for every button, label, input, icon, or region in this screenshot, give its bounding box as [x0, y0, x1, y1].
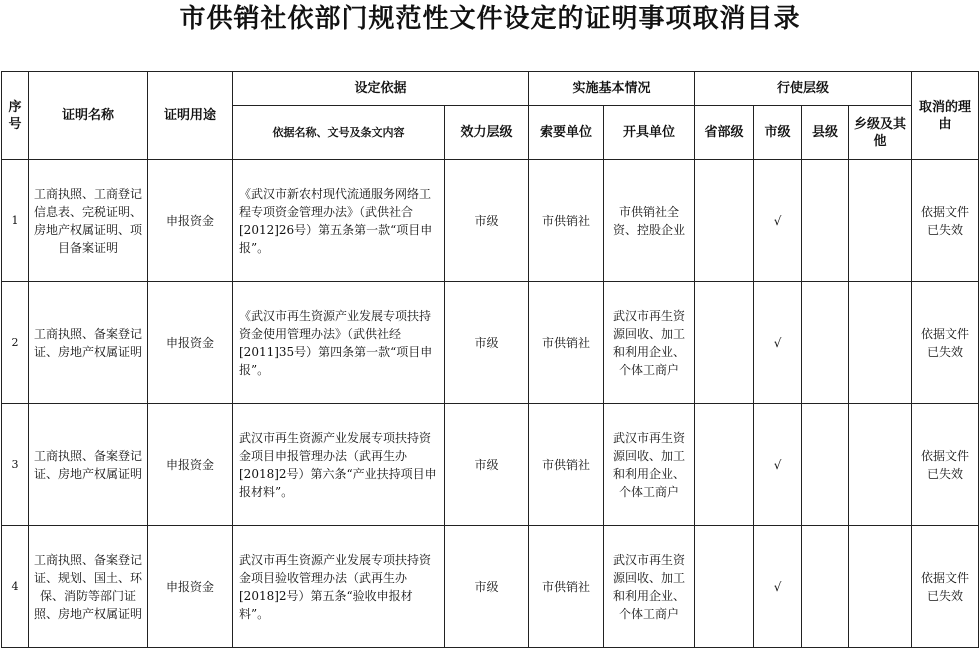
cell-requesting-unit: 市供销社 — [529, 404, 604, 526]
cell-requesting-unit: 市供销社 — [529, 160, 604, 282]
cell-use: 申报资金 — [148, 160, 233, 282]
header-township: 乡级及其他 — [849, 106, 912, 160]
header-issuing-unit: 开具单位 — [604, 106, 695, 160]
cell-basis: 《武汉市新农村现代流通服务网络工程专项资金管理办法》（武供社合[2012]26号）第五条第一款“项目申报”。 — [233, 160, 445, 282]
cell-name: 工商执照、备案登记证、房地产权属证明 — [29, 404, 148, 526]
cell-requesting-unit: 市供销社 — [529, 282, 604, 404]
cell-township — [849, 526, 912, 648]
cell-township — [849, 160, 912, 282]
table-row — [2, 526, 979, 648]
cell-name: 工商执照、备案登记证、房地产权属证明 — [29, 282, 148, 404]
cell-use: 申报资金 — [148, 526, 233, 648]
cell-reason: 依据文件已失效 — [912, 526, 979, 648]
cell-issuing-unit: 市供销社全资、控股企业 — [604, 160, 695, 282]
cell-seq: 4 — [2, 526, 29, 648]
header-county: 县级 — [802, 106, 849, 160]
header-municipal: 市级 — [754, 106, 802, 160]
header-reason: 取消的理由 — [912, 72, 979, 160]
header-basis-group: 设定依据 — [233, 72, 529, 106]
cell-provincial — [695, 404, 754, 526]
check-mark-municipal: √ — [754, 526, 802, 648]
cell-use: 申报资金 — [148, 282, 233, 404]
cell-township — [849, 282, 912, 404]
page-title: 市供销社依部门规范性文件设定的证明事项取消目录 — [179, 4, 801, 34]
cell-use: 申报资金 — [148, 404, 233, 526]
certificate-table — [1, 71, 979, 648]
cell-provincial — [695, 160, 754, 282]
cell-requesting-unit: 市供销社 — [529, 526, 604, 648]
cell-basis: 武汉市再生资源产业发展专项扶持资金项目验收管理办法（武再生办[2018]2号）第五条“验收申报材料”。 — [233, 526, 445, 648]
cell-effect-level: 市级 — [445, 160, 529, 282]
header-provincial: 省部级 — [695, 106, 754, 160]
header-effect-level: 效力层级 — [445, 106, 529, 160]
cell-reason: 依据文件已失效 — [912, 282, 979, 404]
cell-issuing-unit: 武汉市再生资源回收、加工和利用企业、个体工商户 — [604, 526, 695, 648]
check-mark-municipal: √ — [754, 404, 802, 526]
cell-county — [802, 282, 849, 404]
cell-effect-level: 市级 — [445, 526, 529, 648]
header-requesting-unit: 索要单位 — [529, 106, 604, 160]
cell-seq: 1 — [2, 160, 29, 282]
header-exercise-group: 行使层级 — [695, 72, 912, 106]
cell-seq: 3 — [2, 404, 29, 526]
cell-basis: 武汉市再生资源产业发展专项扶持资金项目申报管理办法（武再生办[2018]2号）第六条“产业扶持项目申报材料”。 — [233, 404, 445, 526]
cell-issuing-unit: 武汉市再生资源回收、加工和利用企业、个体工商户 — [604, 404, 695, 526]
cell-county — [802, 404, 849, 526]
cell-township — [849, 404, 912, 526]
table-row — [2, 160, 979, 282]
cell-reason: 依据文件已失效 — [912, 404, 979, 526]
header-impl-group: 实施基本情况 — [529, 72, 695, 106]
cell-provincial — [695, 282, 754, 404]
header-seq: 序号 — [2, 72, 29, 160]
cell-issuing-unit: 武汉市再生资源回收、加工和利用企业、个体工商户 — [604, 282, 695, 404]
cell-seq: 2 — [2, 282, 29, 404]
cell-name: 工商执照、备案登记证、规划、国土、环保、消防等部门证照、房地产权属证明 — [29, 526, 148, 648]
cell-name: 工商执照、工商登记信息表、完税证明、房地产权属证明、项目备案证明 — [29, 160, 148, 282]
table-row — [2, 282, 979, 404]
cell-county — [802, 526, 849, 648]
cell-county — [802, 160, 849, 282]
cell-basis: 《武汉市再生资源产业发展专项扶持资金使用管理办法》（武供社经[2011]35号）第四条第一款“项目申报”。 — [233, 282, 445, 404]
table-row — [2, 404, 979, 526]
cell-reason: 依据文件已失效 — [912, 160, 979, 282]
header-use: 证明用途 — [148, 72, 233, 160]
cell-provincial — [695, 526, 754, 648]
header-basis-content: 依据名称、文号及条文内容 — [233, 106, 445, 160]
cell-effect-level: 市级 — [445, 404, 529, 526]
cell-effect-level: 市级 — [445, 282, 529, 404]
check-mark-municipal: √ — [754, 160, 802, 282]
header-name: 证明名称 — [29, 72, 148, 160]
check-mark-municipal: √ — [754, 282, 802, 404]
